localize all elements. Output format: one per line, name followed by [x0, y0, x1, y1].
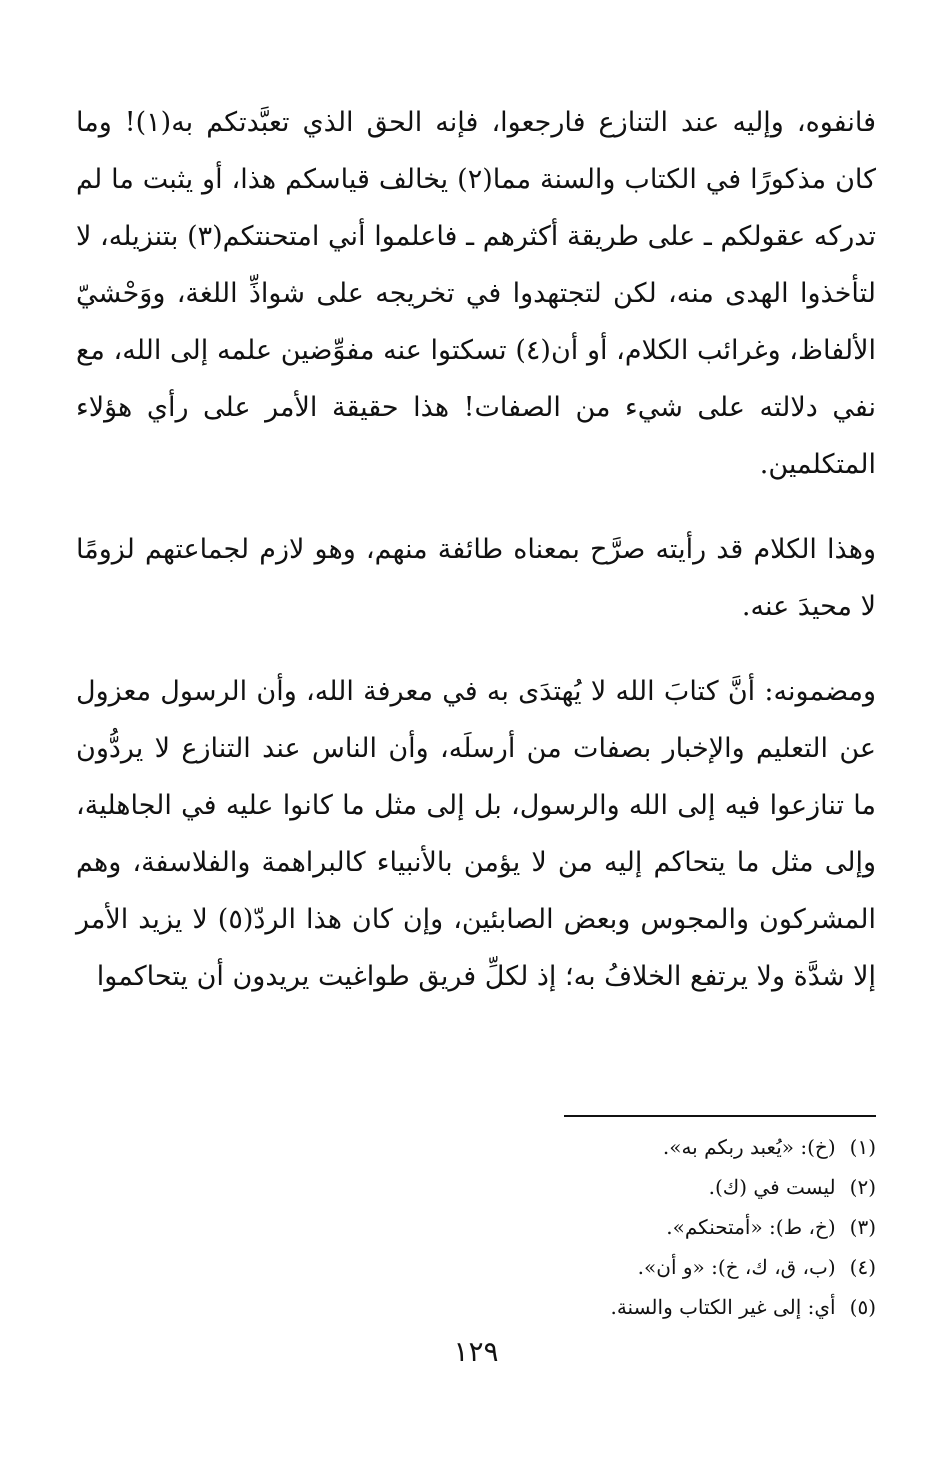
footnote-4	[76, 1247, 876, 1287]
footnote-divider	[564, 1115, 876, 1117]
footnotes	[76, 1115, 876, 1327]
footnote-text: (ب، ق، ك، خ): «و أن».	[637, 1255, 836, 1279]
footnote-text: أي: إلى غير الكتاب والسنة.	[610, 1295, 836, 1319]
paragraph-3: ومضمونه: أنَّ كتابَ الله لا يُهتدَى به في معرفة الله، وأن الرسول معزول عن التعليم والإخبار بصفات من أرسلَه، وأن الناس عند التنازع لا يردُّون ما تنازعوا فيه إلى الله والرسول، بل إلى مثل ما كانوا عليه في الجاهلية، وإلى مثل ما يتحاكم إليه من لا يؤمن بالأنبياء كالبراهمة والفلاسفة، وهم المشركون والمجوس وبعض الصابئين، وإن كان هذا الردّ(٥) لا يزيد الأمر إلا شدَّة ولا يرتفع الخلافُ به؛ إذ لكلِّ فريق طواغيت يريدون أن يتحاكموا	[76, 676, 876, 992]
footnote-2	[76, 1167, 876, 1207]
paragraph-2: وهذا الكلام قد رأيته صرَّح بمعناه طائفة منهم، وهو لازم لجماعتهم لزومًا لا محيدَ عنه.	[76, 534, 876, 622]
book-page	[76, 80, 876, 1410]
footnote-text: (خ): «يُعبد ربكم به».	[662, 1135, 836, 1159]
footnote-text: (خ، ط): «أمتحنكم».	[666, 1215, 836, 1239]
footnote-number: (١)	[849, 1135, 876, 1159]
paragraph-1: فانفوه، وإليه عند التنازع فارجعوا، فإنه الحق الذي تعبَّدتكم به(١)! وما كان مذكورًا في الكتاب والسنة مما(٢) يخالف قياسكم هذا، أو يثبت ما لم تدركه عقولكم ـ على طريقة أكثرهم ـ فاعلموا أني امتحنتكم(٣) بتنزيله، لا لتأخذوا الهدى منه، لكن لتجتهدوا في تخريجه على شواذِّ اللغة، ووَحْشيّ الألفاظ، وغرائب الكلام، أو أن(٤) تسكتوا عنه مفوِّضين علمه إلى الله، مع نفي دلالته على شيء من الصفات! هذا حقيقة الأمر على رأي هؤلاء المتكلمين.	[76, 107, 876, 480]
footnote-1	[76, 1127, 876, 1167]
footnote-number: (٢)	[849, 1175, 876, 1199]
footnote-number: (٣)	[849, 1215, 876, 1239]
footnote-3	[76, 1207, 876, 1247]
footnote-number: (٤)	[849, 1255, 876, 1279]
main-text	[76, 94, 876, 1033]
footnote-number: (٥)	[849, 1295, 876, 1319]
page-number: ١٢٩	[453, 1335, 499, 1368]
footnote-text: ليست في (ك).	[708, 1175, 836, 1199]
footnote-5	[76, 1287, 876, 1327]
